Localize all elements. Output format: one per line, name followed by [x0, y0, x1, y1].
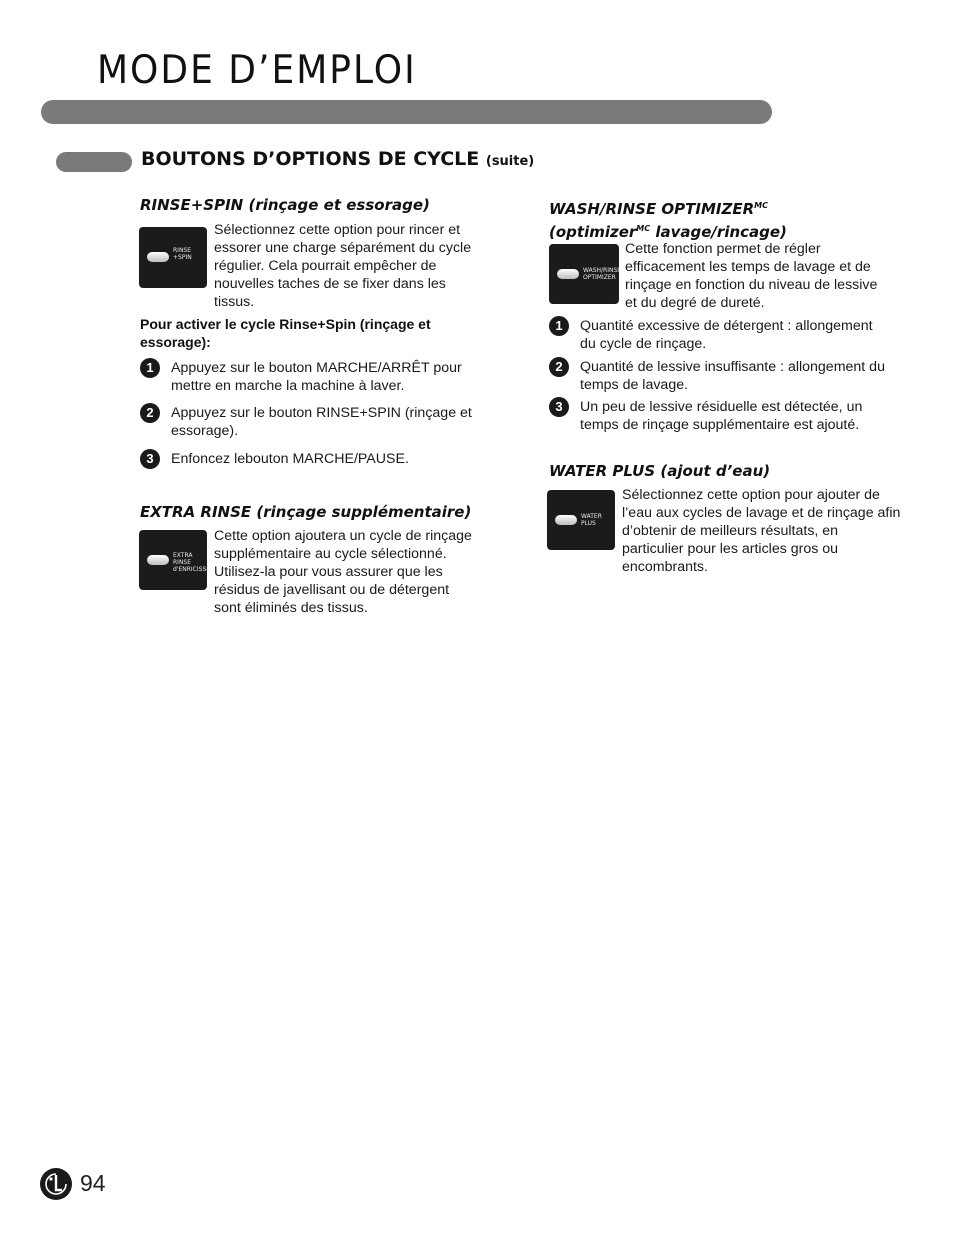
step-text: Enfoncez lebouton MARCHE/PAUSE. — [171, 451, 409, 467]
step-text: Quantité excessive de détergent : allongement du cycle de rinçage. — [580, 318, 873, 352]
button-pill-icon — [557, 269, 579, 279]
rinse-spin-button-label: RINSE +SPIN — [173, 247, 192, 261]
section-title: BOUTONS D’OPTIONS DE CYCLE — [141, 148, 480, 170]
optimizer-button-image — [549, 244, 622, 304]
optimizer-heading-sup1: MC — [754, 201, 768, 210]
step-text: Un peu de lessive résiduelle est détectée, un temps de rinçage supplémentaire est ajouté. — [580, 399, 863, 433]
page-title: MODE D’EMPLOI — [97, 48, 417, 93]
title-bar-divider — [41, 100, 772, 124]
step-text: Quantité de lessive insuffisante : allongement du temps de lavage. — [580, 359, 885, 393]
step-number-icon: 3 — [140, 449, 160, 469]
rinse-spin-heading: RINSE+SPIN (rinçage et essorage) — [140, 196, 430, 214]
optimizer-step-2 — [549, 357, 904, 397]
button-pill-icon — [147, 555, 169, 565]
optimizer-heading — [549, 196, 787, 242]
optimizer-heading-line1: WASH/RINSE OPTIMIZER — [549, 200, 755, 218]
water-plus-button-label: WATER PLUS — [581, 513, 602, 527]
optimizer-heading-sup2: MC — [636, 224, 651, 233]
section-pill-marker — [56, 152, 132, 172]
water-plus-heading: WATER PLUS (ajout d’eau) — [549, 462, 771, 480]
step-text: Appuyez sur le bouton MARCHE/ARRÊT pour mettre en marche la machine à laver. — [171, 360, 462, 394]
rinse-spin-step-2 — [140, 403, 490, 443]
step-number-icon: 3 — [549, 397, 569, 417]
optimizer-button-label: WASH/RINSE OPTIMIZER — [583, 267, 622, 281]
water-plus-button-image — [547, 490, 615, 550]
optimizer-step-3 — [549, 397, 904, 437]
extra-rinse-heading: EXTRA RINSE (rinçage supplémentaire) — [140, 503, 472, 521]
water-plus-description: Sélectionnez cette option pour ajouter de l’eau aux cycles de lavage et de rinçage afin d’obtenir de meilleurs résultats, en particulier pour les articles gros ou encombrants. — [622, 487, 901, 575]
page-number: 94 — [80, 1170, 106, 1196]
optimizer-description: Cette fonction permet de régler efficacement les temps de lavage et de rinçage en fonction du niveau de lessive et du degré de dureté. — [625, 241, 878, 311]
step-number-icon: 2 — [549, 357, 569, 377]
optimizer-heading-line2a: (optimizer — [549, 223, 637, 241]
optimizer-heading-line2b: lavage/rincage) — [650, 223, 787, 241]
button-pill-icon — [147, 252, 169, 262]
extra-rinse-button-image — [139, 530, 211, 590]
rinse-spin-step-1 — [140, 358, 490, 398]
rinse-spin-description: Sélectionnez cette option pour rincer et essorer une charge séparément du cycle régulier. Cela pourrait empêcher de nouvelles taches de se fixer dans les tissus. — [214, 222, 472, 310]
extra-rinse-description: Cette option ajoutera un cycle de rinçage supplémentaire au cycle sélectionné. Utilisez-la pour vous assurer que les résidus de javellisant ou de détergent sont éliminés des tissus. — [214, 528, 472, 616]
lg-logo — [40, 1168, 72, 1200]
rinse-spin-button-image — [139, 227, 207, 288]
extra-rinse-button-label: EXTRA RINSE d'ENRICISSE — [173, 552, 211, 573]
step-number-icon: 1 — [140, 358, 160, 378]
rinse-spin-activate-title: Pour activer le cycle Rinse+Spin (rinçage et essorage): — [140, 316, 431, 350]
button-pill-icon — [555, 515, 577, 525]
section-suffix: (suite) — [485, 154, 535, 169]
step-text: Appuyez sur le bouton RINSE+SPIN (rinçage et essorage). — [171, 405, 472, 439]
rinse-spin-step-3 — [140, 449, 490, 471]
step-number-icon: 1 — [549, 316, 569, 336]
optimizer-step-1 — [549, 316, 904, 356]
step-number-icon: 2 — [140, 403, 160, 423]
section-heading — [141, 148, 534, 170]
lg-logo-mark — [40, 1168, 72, 1200]
